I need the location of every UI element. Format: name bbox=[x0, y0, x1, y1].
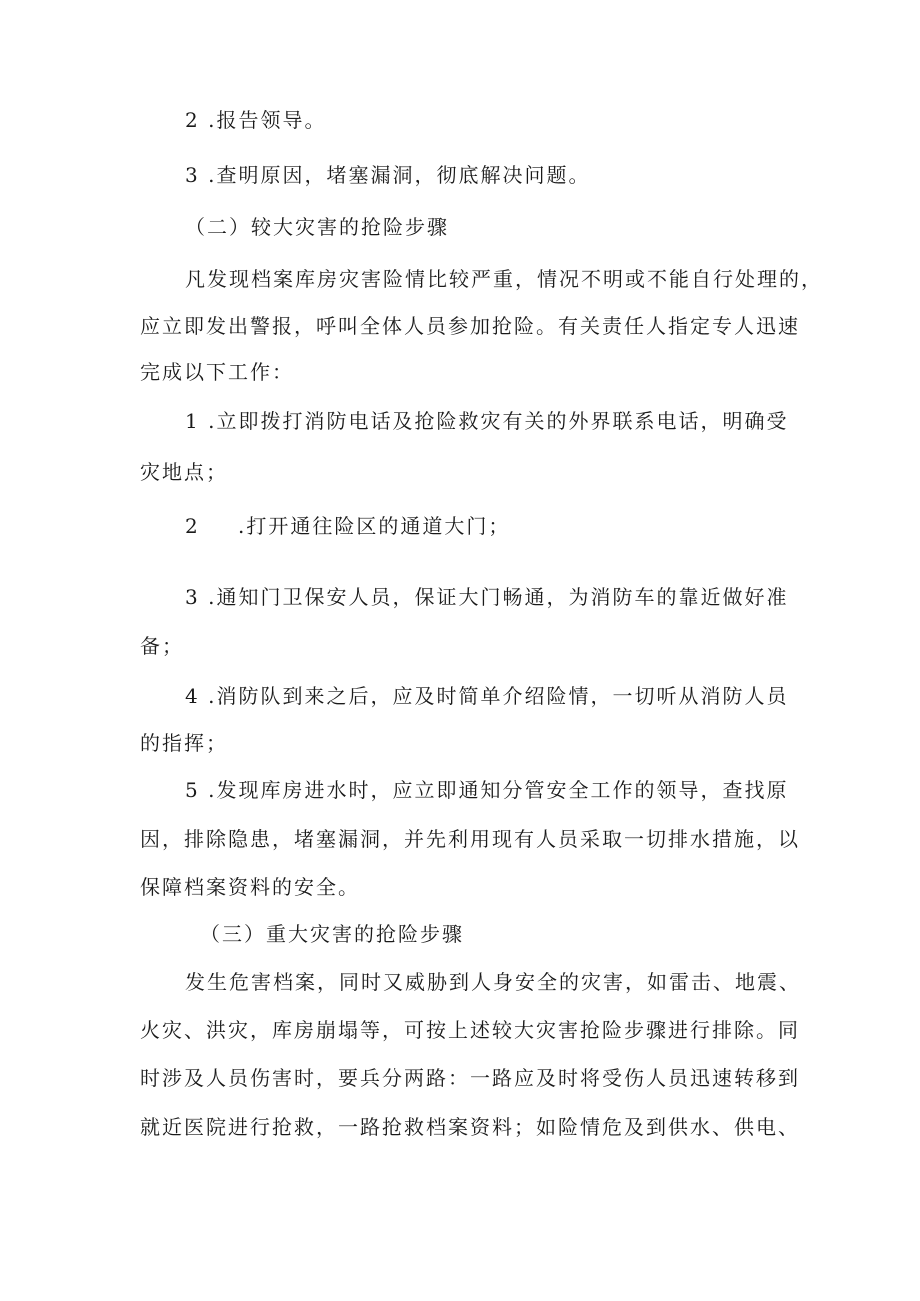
text-line: 就近医院进行抢救，一路抢救档案资料；如险情危及到供水、供电、 bbox=[140, 1115, 800, 1139]
list-item-text: 4 .消防队到来之后，应及时简单介绍险情，一切听从消防人员 bbox=[185, 684, 789, 708]
text-line: 时涉及人员伤害时，要兵分两路：一路应及时将受伤人员迅速转移到 bbox=[140, 1066, 800, 1090]
text-line: 的指挥； bbox=[140, 731, 228, 755]
text-line: 保障档案资料的安全。 bbox=[140, 875, 360, 899]
list-item-text: .打开通往险区的通道大门； bbox=[238, 514, 511, 538]
list-item-text: 5 .发现库房进水时，应立即通知分管安全工作的领导，查找原 bbox=[185, 778, 789, 802]
list-item-text: 3 .通知门卫保安人员，保证大门畅通，为消防车的靠近做好准 bbox=[185, 585, 789, 609]
text-line: 完成以下工作： bbox=[140, 360, 294, 384]
text-line: 灾地点； bbox=[140, 460, 228, 484]
section-heading: （三）重大灾害的抢险步骤 bbox=[200, 922, 464, 946]
list-item-text: 1 .立即拨打消防电话及抢险救灾有关的外界联系电话，明确受 bbox=[185, 409, 789, 433]
text-line: 发生危害档案，同时又威胁到人身安全的灾害，如雷击、地震、 bbox=[185, 970, 801, 994]
section-heading: （二）较大灾害的抢险步骤 bbox=[185, 215, 449, 239]
list-item-number: 2 bbox=[185, 514, 200, 538]
text-line: 2 .报告领导。 bbox=[185, 108, 327, 132]
text-line: 凡发现档案库房灾害险情比较严重，情况不明或不能自行处理的， bbox=[185, 267, 823, 291]
text-line: 应立即发出警报，呼叫全体人员参加抢险。有关责任人指定专人迅速 bbox=[140, 314, 800, 338]
text-line: 备； bbox=[140, 634, 184, 658]
text-line: 3 .查明原因，堵塞漏洞，彻底解决问题。 bbox=[185, 163, 591, 187]
text-line: 火灾、洪灾，库房崩塌等，可按上述较大灾害抢险步骤进行排除。同 bbox=[140, 1018, 800, 1042]
text-line: 因，排除隐患，堵塞漏洞，并先利用现有人员采取一切排水措施，以 bbox=[140, 827, 800, 851]
